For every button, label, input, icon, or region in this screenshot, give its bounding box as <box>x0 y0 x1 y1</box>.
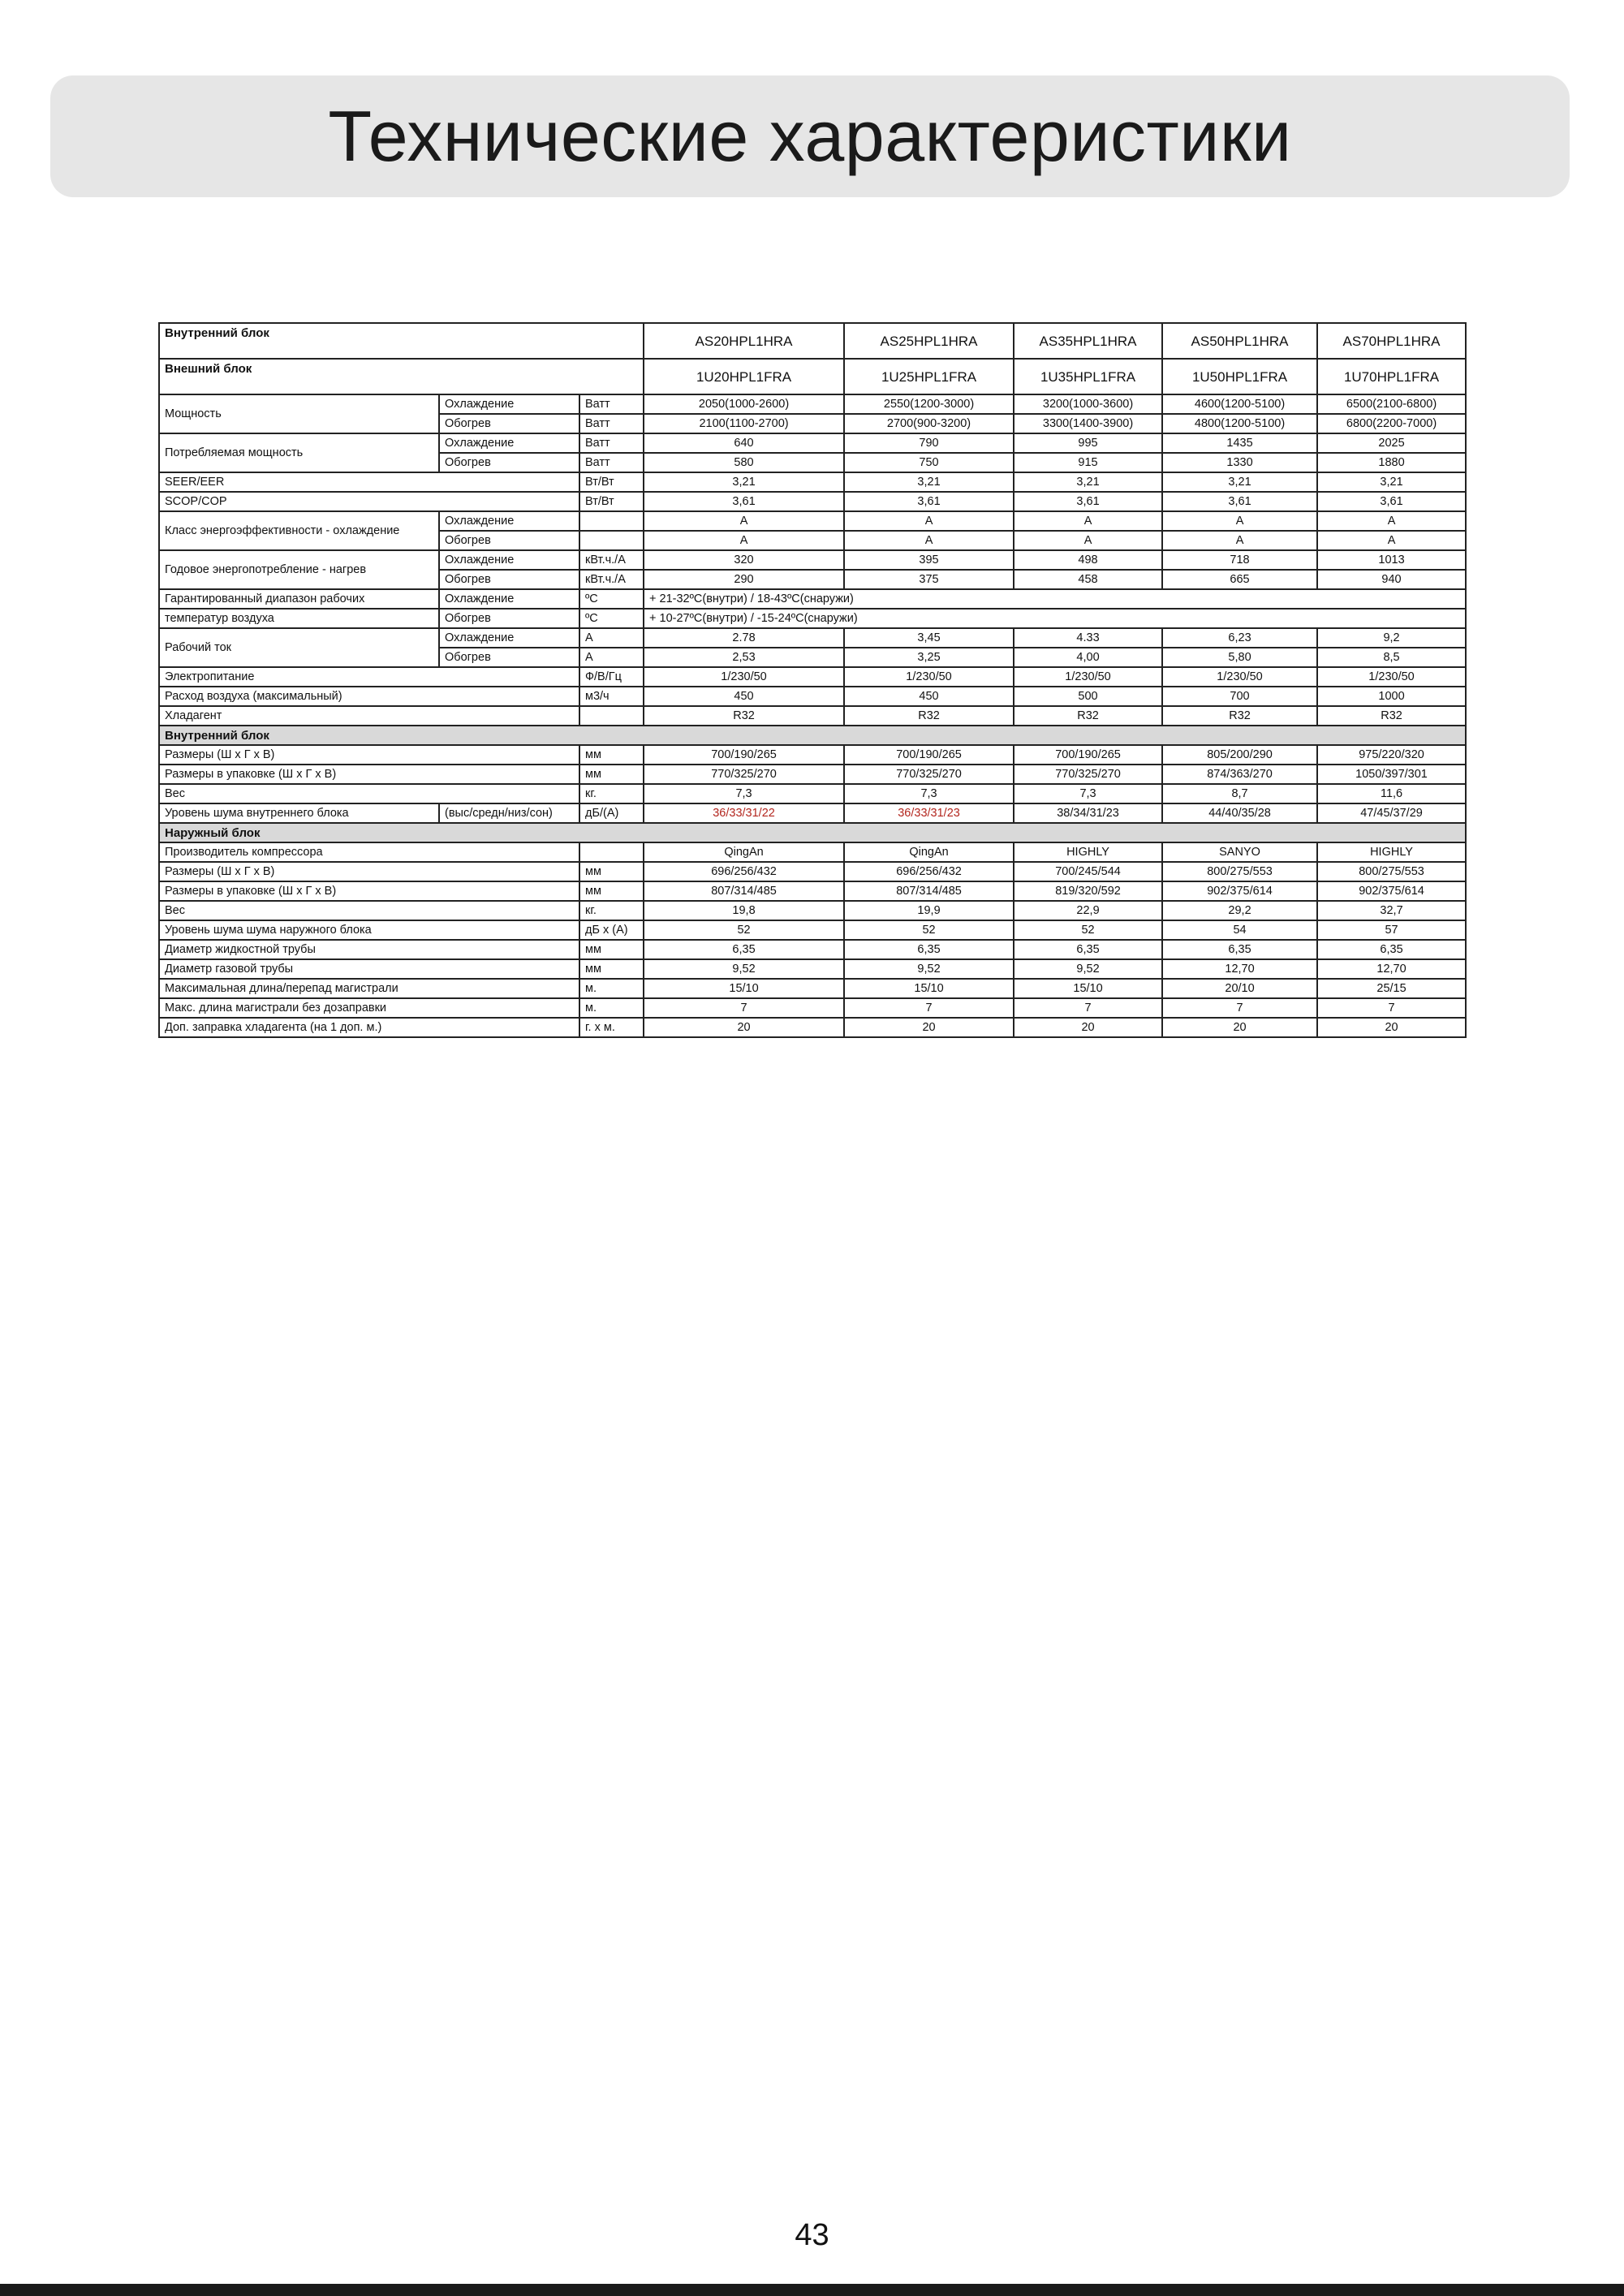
value-cell: HIGHLY <box>1317 842 1466 862</box>
row-unit: м. <box>579 979 644 998</box>
row-unit: А <box>579 648 644 667</box>
indoor-unit-label: Внутренний блок <box>159 323 644 359</box>
value-cell: 2550(1200-3000) <box>844 394 1014 414</box>
value-cell: 1/230/50 <box>1014 667 1162 687</box>
table-row <box>159 628 1466 648</box>
table-row <box>159 609 1466 628</box>
outdoor-model-name: 1U50HPL1FRA <box>1162 359 1317 394</box>
value-cell: 3,61 <box>644 492 844 511</box>
value-cell: 52 <box>1014 920 1162 940</box>
value-cell: R32 <box>1162 706 1317 726</box>
value-cell: 36/33/31/22 <box>644 803 844 823</box>
value-cell: 2100(1100-2700) <box>644 414 844 433</box>
value-cell: 770/325/270 <box>1014 765 1162 784</box>
row-label: SCOP/COP <box>159 492 579 511</box>
row-label: Доп. заправка хладагента (на 1 доп. м.) <box>159 1018 579 1037</box>
value-cell: 38/34/31/23 <box>1014 803 1162 823</box>
row-unit <box>579 531 644 550</box>
value-cell: 1435 <box>1162 433 1317 453</box>
row-unit: мм <box>579 959 644 979</box>
row-label: Гарантированный диапазон рабочих <box>159 589 439 609</box>
value-cell: 750 <box>844 453 1014 472</box>
indoor-model-name: AS20HPL1HRA <box>644 323 844 359</box>
outdoor-model-name: 1U20HPL1FRA <box>644 359 844 394</box>
row-label: Вес <box>159 784 579 803</box>
table-row <box>159 745 1466 765</box>
value-cell: HIGHLY <box>1014 842 1162 862</box>
table-row <box>159 511 1466 531</box>
value-cell: 6800(2200-7000) <box>1317 414 1466 433</box>
table-row <box>159 901 1466 920</box>
value-cell: 9,52 <box>644 959 844 979</box>
value-cell: 696/256/432 <box>644 862 844 881</box>
value-cell: 1/230/50 <box>844 667 1014 687</box>
value-cell: 1013 <box>1317 550 1466 570</box>
row-unit: Вт/Вт <box>579 472 644 492</box>
indoor-section <box>159 726 1466 745</box>
value-cell: 15/10 <box>644 979 844 998</box>
value-cell: 700/245/544 <box>1014 862 1162 881</box>
value-cell: A <box>644 511 844 531</box>
value-cell: 6,35 <box>1014 940 1162 959</box>
table-row <box>159 979 1466 998</box>
value-cell: 3,61 <box>1162 492 1317 511</box>
spec-table <box>158 322 1467 1038</box>
row-unit: г. х м. <box>579 1018 644 1037</box>
value-cell: 2025 <box>1317 433 1466 453</box>
value-cell: QingAn <box>844 842 1014 862</box>
value-cell: QingAn <box>644 842 844 862</box>
value-cell: 700/190/265 <box>1014 745 1162 765</box>
value-cell: 790 <box>844 433 1014 453</box>
value-cell: 805/200/290 <box>1162 745 1317 765</box>
value-cell: A <box>1162 511 1317 531</box>
value-cell: 4.33 <box>1014 628 1162 648</box>
outdoor-section-title: Наружный блок <box>159 823 1466 842</box>
value-cell: 819/320/592 <box>1014 881 1162 901</box>
value-cell: 902/375/614 <box>1317 881 1466 901</box>
row-label: Мощность <box>159 394 439 433</box>
row-unit: дБ/(А) <box>579 803 644 823</box>
row-unit: Вт/Вт <box>579 492 644 511</box>
value-cell: 47/45/37/29 <box>1317 803 1466 823</box>
row-sublabel: Обогрев <box>439 414 579 433</box>
table-row <box>159 842 1466 862</box>
value-cell: 940 <box>1317 570 1466 589</box>
value-cell: 902/375/614 <box>1162 881 1317 901</box>
value-cell: 20 <box>644 1018 844 1037</box>
value-cell: 3,25 <box>844 648 1014 667</box>
row-sublabel: Охлаждение <box>439 628 579 648</box>
page-title: Технические характеристики <box>328 96 1292 176</box>
value-cell: 1880 <box>1317 453 1466 472</box>
row-sublabel: Обогрев <box>439 570 579 589</box>
value-cell: A <box>844 511 1014 531</box>
value-cell: 3,21 <box>844 472 1014 492</box>
row-unit: Ватт <box>579 394 644 414</box>
value-cell: 320 <box>644 550 844 570</box>
value-cell: 800/275/553 <box>1162 862 1317 881</box>
row-sublabel: Обогрев <box>439 609 579 628</box>
value-cell: 6,35 <box>844 940 1014 959</box>
value-cell: 19,9 <box>844 901 1014 920</box>
row-unit: м3/ч <box>579 687 644 706</box>
row-unit: мм <box>579 862 644 881</box>
value-cell: A <box>1317 511 1466 531</box>
value-cell: 7 <box>644 998 844 1018</box>
value-cell: 807/314/485 <box>644 881 844 901</box>
indoor-section-title: Внутренний блок <box>159 726 1466 745</box>
bottom-rule <box>0 2284 1624 2296</box>
table-row <box>159 706 1466 726</box>
value-cell: 12,70 <box>1317 959 1466 979</box>
row-label: Уровень шума внутреннего блока <box>159 803 439 823</box>
value-cell: 7 <box>1317 998 1466 1018</box>
row-label: Потребляемая мощность <box>159 433 439 472</box>
value-cell: 2.78 <box>644 628 844 648</box>
row-unit: А <box>579 628 644 648</box>
value-cell: 2050(1000-2600) <box>644 394 844 414</box>
value-cell: 9,2 <box>1317 628 1466 648</box>
value-cell: 7,3 <box>644 784 844 803</box>
table-row <box>159 394 1466 414</box>
value-cell: A <box>1317 531 1466 550</box>
temp-range-cell: + 21-32ºС(внутри) / 18-43ºС(снаружи) <box>644 589 1466 609</box>
temp-range-cell: + 10-27ºС(внутри) / -15-24ºС(снаружи) <box>644 609 1466 628</box>
row-unit: кВт.ч./А <box>579 570 644 589</box>
indoor-model-name: AS25HPL1HRA <box>844 323 1014 359</box>
value-cell: 770/325/270 <box>644 765 844 784</box>
value-cell: 290 <box>644 570 844 589</box>
value-cell: 11,6 <box>1317 784 1466 803</box>
value-cell: A <box>644 531 844 550</box>
value-cell: 7,3 <box>1014 784 1162 803</box>
value-cell: 807/314/485 <box>844 881 1014 901</box>
row-unit: Ф/В/Гц <box>579 667 644 687</box>
value-cell: 5,80 <box>1162 648 1317 667</box>
value-cell: 500 <box>1014 687 1162 706</box>
row-label: Размеры (Ш х Г х В) <box>159 862 579 881</box>
value-cell: 7 <box>1162 998 1317 1018</box>
row-label: Размеры в упаковке (Ш х Г х В) <box>159 765 579 784</box>
row-unit: Ватт <box>579 433 644 453</box>
value-cell: 1000 <box>1317 687 1466 706</box>
row-unit <box>579 511 644 531</box>
row-sublabel: Охлаждение <box>439 394 579 414</box>
table-row <box>159 492 1466 511</box>
title-bar <box>50 75 1570 197</box>
value-cell: 52 <box>844 920 1014 940</box>
row-label: Рабочий ток <box>159 628 439 667</box>
value-cell: 4800(1200-5100) <box>1162 414 1317 433</box>
value-cell: 15/10 <box>844 979 1014 998</box>
row-unit: мм <box>579 745 644 765</box>
row-sublabel: Охлаждение <box>439 511 579 531</box>
table-row <box>159 881 1466 901</box>
value-cell: 20 <box>1317 1018 1466 1037</box>
table-row <box>159 472 1466 492</box>
row-label: Диаметр газовой трубы <box>159 959 579 979</box>
value-cell: 7 <box>1014 998 1162 1018</box>
value-cell: R32 <box>1014 706 1162 726</box>
table-row <box>159 920 1466 940</box>
row-unit: кВт.ч./А <box>579 550 644 570</box>
row-label: Годовое энергопотребление - нагрев <box>159 550 439 589</box>
value-cell: 3,45 <box>844 628 1014 648</box>
value-cell: 20 <box>1014 1018 1162 1037</box>
table-row <box>159 667 1466 687</box>
value-cell: 874/363/270 <box>1162 765 1317 784</box>
row-unit: м. <box>579 998 644 1018</box>
value-cell: 395 <box>844 550 1014 570</box>
value-cell: 3,21 <box>1014 472 1162 492</box>
value-cell: 665 <box>1162 570 1317 589</box>
row-label: Диаметр жидкостной трубы <box>159 940 579 959</box>
indoor-model-name: AS70HPL1HRA <box>1317 323 1466 359</box>
value-cell: 800/275/553 <box>1317 862 1466 881</box>
value-cell: R32 <box>844 706 1014 726</box>
value-cell: 15/10 <box>1014 979 1162 998</box>
row-label: Макс. длина магистрали без дозаправки <box>159 998 579 1018</box>
value-cell: 700 <box>1162 687 1317 706</box>
value-cell: 7,3 <box>844 784 1014 803</box>
table-row <box>159 765 1466 784</box>
value-cell: 12,70 <box>1162 959 1317 979</box>
outdoor-model-name: 1U25HPL1FRA <box>844 359 1014 394</box>
table-row <box>159 959 1466 979</box>
value-cell: 20 <box>1162 1018 1317 1037</box>
row-label: Хладагент <box>159 706 579 726</box>
value-cell: 696/256/432 <box>844 862 1014 881</box>
value-cell: 36/33/31/23 <box>844 803 1014 823</box>
value-cell: A <box>1162 531 1317 550</box>
row-unit: Ватт <box>579 414 644 433</box>
value-cell: 3300(1400-3900) <box>1014 414 1162 433</box>
row-label: Размеры в упаковке (Ш х Г х В) <box>159 881 579 901</box>
table-row <box>159 803 1466 823</box>
table-row <box>159 589 1466 609</box>
row-label: Расход воздуха (максимальный) <box>159 687 579 706</box>
row-unit: мм <box>579 881 644 901</box>
value-cell: 498 <box>1014 550 1162 570</box>
value-cell: 9,52 <box>1014 959 1162 979</box>
value-cell: 6,35 <box>644 940 844 959</box>
row-label: Класс энергоэффективности - охлаждение <box>159 511 439 550</box>
row-sublabel: Обогрев <box>439 453 579 472</box>
row-label: температур воздуха <box>159 609 439 628</box>
outdoor-models-row <box>159 359 1466 394</box>
value-cell: 1/230/50 <box>1162 667 1317 687</box>
value-cell: 3,21 <box>1317 472 1466 492</box>
value-cell: A <box>1014 531 1162 550</box>
row-sublabel: Обогрев <box>439 648 579 667</box>
row-sublabel: Охлаждение <box>439 550 579 570</box>
row-unit: кг. <box>579 784 644 803</box>
table-row <box>159 784 1466 803</box>
value-cell: 450 <box>644 687 844 706</box>
table-row <box>159 998 1466 1018</box>
value-cell: 1/230/50 <box>1317 667 1466 687</box>
value-cell: 57 <box>1317 920 1466 940</box>
value-cell: 3,61 <box>844 492 1014 511</box>
value-cell: 640 <box>644 433 844 453</box>
indoor-model-name: AS35HPL1HRA <box>1014 323 1162 359</box>
value-cell: 6,23 <box>1162 628 1317 648</box>
value-cell: 700/190/265 <box>644 745 844 765</box>
value-cell: 9,52 <box>844 959 1014 979</box>
table-row <box>159 1018 1466 1037</box>
value-cell: 52 <box>644 920 844 940</box>
indoor-model-name: AS50HPL1HRA <box>1162 323 1317 359</box>
value-cell: 4600(1200-5100) <box>1162 394 1317 414</box>
row-unit <box>579 842 644 862</box>
value-cell: 580 <box>644 453 844 472</box>
row-sublabel: Охлаждение <box>439 433 579 453</box>
outdoor-model-name: 1U35HPL1FRA <box>1014 359 1162 394</box>
value-cell: 915 <box>1014 453 1162 472</box>
value-cell: 2,53 <box>644 648 844 667</box>
value-cell: A <box>1014 511 1162 531</box>
value-cell: 375 <box>844 570 1014 589</box>
value-cell: 770/325/270 <box>844 765 1014 784</box>
value-cell: 6500(2100-6800) <box>1317 394 1466 414</box>
value-cell: 29,2 <box>1162 901 1317 920</box>
value-cell: 20/10 <box>1162 979 1317 998</box>
row-label: Электропитание <box>159 667 579 687</box>
value-cell: 458 <box>1014 570 1162 589</box>
row-label: Вес <box>159 901 579 920</box>
value-cell: 4,00 <box>1014 648 1162 667</box>
row-unit: Ватт <box>579 453 644 472</box>
value-cell: 3,61 <box>1014 492 1162 511</box>
value-cell: 7 <box>844 998 1014 1018</box>
row-label: Максимальная длина/перепад магистрали <box>159 979 579 998</box>
value-cell: 995 <box>1014 433 1162 453</box>
value-cell: SANYO <box>1162 842 1317 862</box>
value-cell: 700/190/265 <box>844 745 1014 765</box>
value-cell: 3,61 <box>1317 492 1466 511</box>
row-label: SEER/EER <box>159 472 579 492</box>
value-cell: A <box>844 531 1014 550</box>
table-row <box>159 687 1466 706</box>
value-cell: 6,35 <box>1162 940 1317 959</box>
value-cell: 54 <box>1162 920 1317 940</box>
value-cell: 1/230/50 <box>644 667 844 687</box>
value-cell: 32,7 <box>1317 901 1466 920</box>
row-sublabel: (выс/средн/низ/сон) <box>439 803 579 823</box>
row-label: Производитель компрессора <box>159 842 579 862</box>
row-unit: дБ х (А) <box>579 920 644 940</box>
row-unit: мм <box>579 765 644 784</box>
row-sublabel: Обогрев <box>439 531 579 550</box>
value-cell: 25/15 <box>1317 979 1466 998</box>
table-row <box>159 550 1466 570</box>
row-label: Уровень шума шума наружного блока <box>159 920 579 940</box>
page-number: 43 <box>795 2218 829 2252</box>
outdoor-unit-label: Внешний блок <box>159 359 644 394</box>
row-unit <box>579 706 644 726</box>
row-sublabel: Охлаждение <box>439 589 579 609</box>
value-cell: 20 <box>844 1018 1014 1037</box>
table-row <box>159 940 1466 959</box>
value-cell: R32 <box>1317 706 1466 726</box>
value-cell: R32 <box>644 706 844 726</box>
row-unit: ºС <box>579 609 644 628</box>
value-cell: 450 <box>844 687 1014 706</box>
row-unit: кг. <box>579 901 644 920</box>
table-row <box>159 433 1466 453</box>
value-cell: 6,35 <box>1317 940 1466 959</box>
table-row <box>159 862 1466 881</box>
value-cell: 44/40/35/28 <box>1162 803 1317 823</box>
value-cell: 3200(1000-3600) <box>1014 394 1162 414</box>
value-cell: 975/220/320 <box>1317 745 1466 765</box>
value-cell: 19,8 <box>644 901 844 920</box>
indoor-models-row <box>159 323 1466 359</box>
value-cell: 8,7 <box>1162 784 1317 803</box>
outdoor-section <box>159 823 1466 842</box>
row-unit: ºС <box>579 589 644 609</box>
value-cell: 22,9 <box>1014 901 1162 920</box>
value-cell: 8,5 <box>1317 648 1466 667</box>
value-cell: 1050/397/301 <box>1317 765 1466 784</box>
value-cell: 2700(900-3200) <box>844 414 1014 433</box>
value-cell: 718 <box>1162 550 1317 570</box>
row-unit: мм <box>579 940 644 959</box>
value-cell: 3,21 <box>644 472 844 492</box>
outdoor-model-name: 1U70HPL1FRA <box>1317 359 1466 394</box>
value-cell: 3,21 <box>1162 472 1317 492</box>
row-label: Размеры (Ш х Г х В) <box>159 745 579 765</box>
value-cell: 1330 <box>1162 453 1317 472</box>
